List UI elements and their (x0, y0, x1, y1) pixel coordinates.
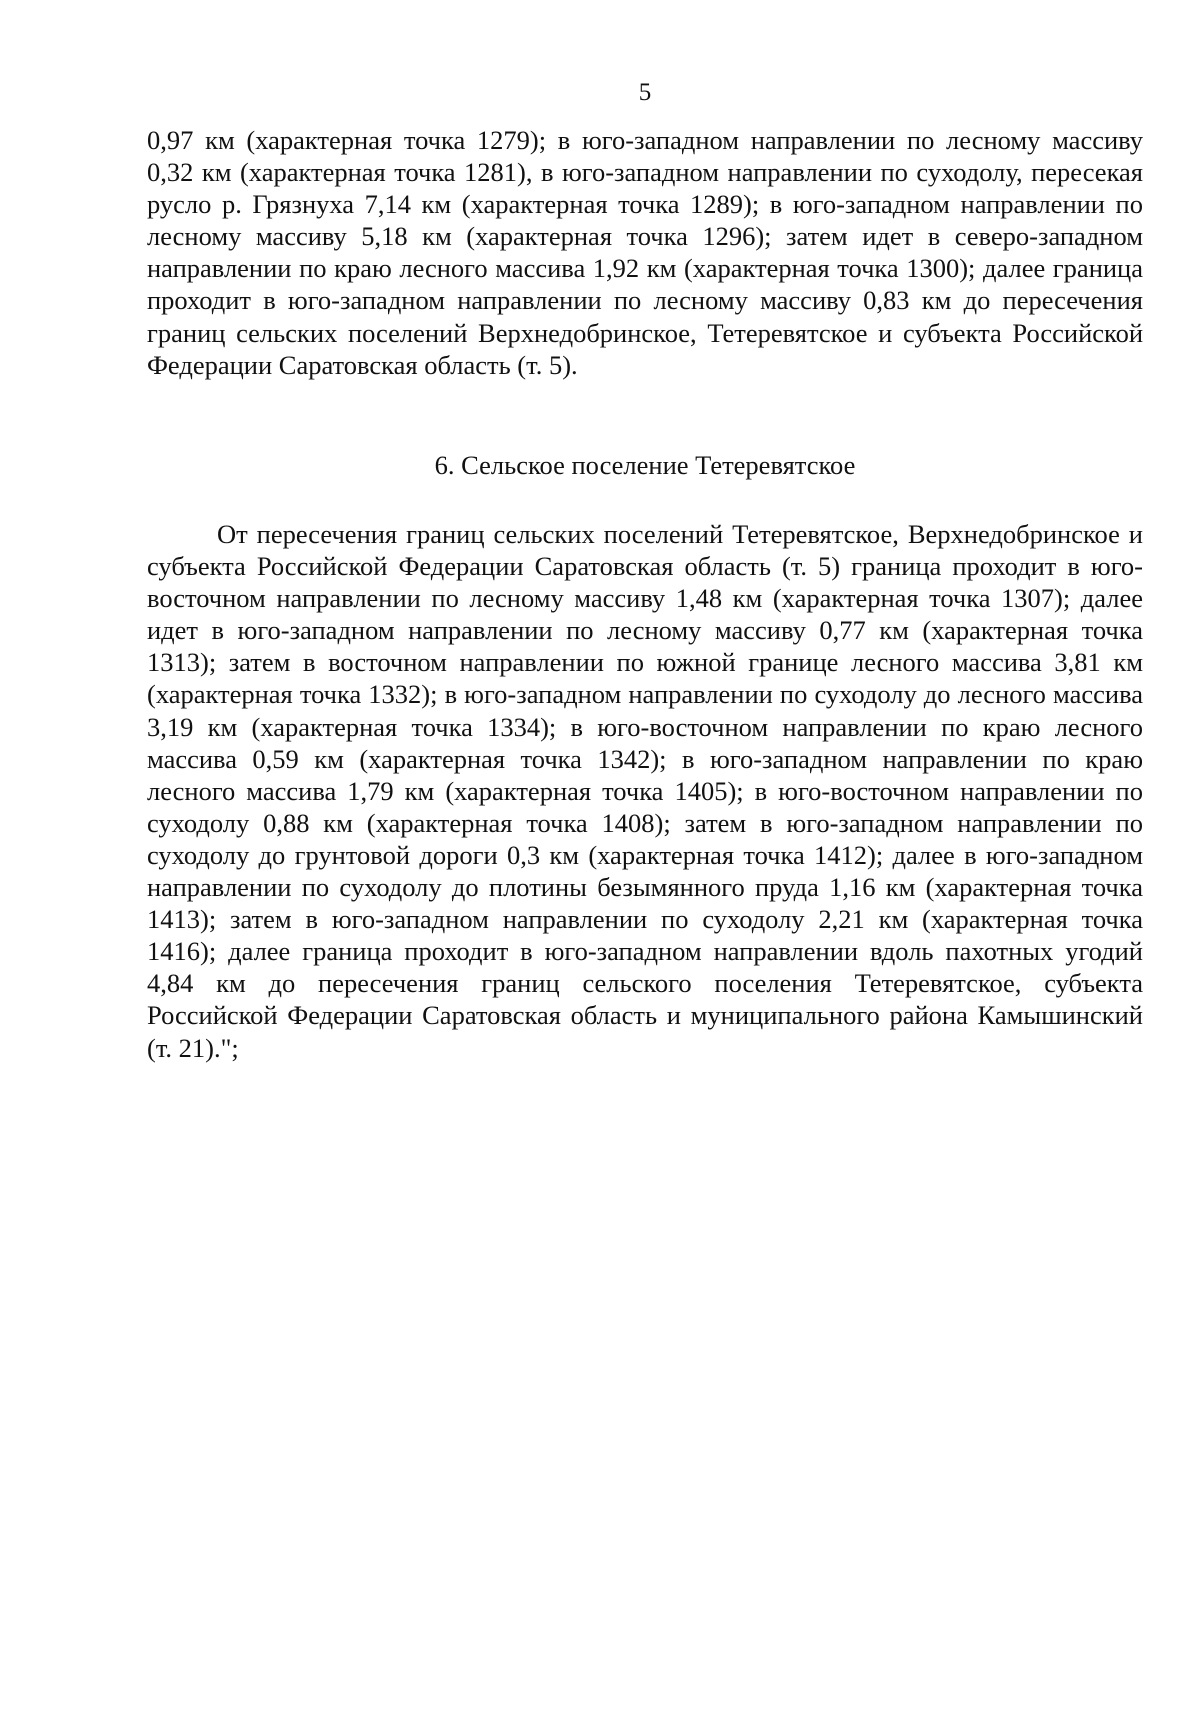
section-heading: 6. Сельское поселение Тетеревятское (434, 450, 856, 480)
boundary-paragraph-teterevyatskoe: От пересечения границ сельских поселений Тетеревятское, Верхнедобринское и субъекта Российской Федерации Саратовская область (т. 5) граница проходит в юго-восточном направлении по лесному массиву 1,48 км (характерная точка 1307); далее идет в юго-западном направлении по лесному массиву 0,77 км (характерная точка 1313); затем в восточном направлении по южной границе лесного массива 3,81 км (характерная точка 1332); в юго-западном направлении по суходолу до лесного массива 3,19 км (характерная точка 1334); в юго-восточном направлении по краю лесного массива 0,59 км (характерная точка 1342); в юго-западном направлении по краю лесного массива 1,79 км (характерная точка 1405); в юго-восточном направлении по суходолу 0,88 км (характерная точка 1408); затем в юго-западном направлении по суходолу до грунтовой дороги 0,3 км (характерная точка 1412); далее в юго-западном направлении по суходолу до плотины безымянного пруда 1,16 км (характерная точка 1413); затем в юго-западном направлении по суходолу 2,21 км (характерная точка 1416); далее граница проходит в юго-западном направлении вдоль пахотных угодий 4,84 км до пересечения границ сельского поселения Тетеревятское, субъекта Российской Федерации Саратовская область и муниципального района Камышинский (т. 21)."; (147, 519, 1143, 1063)
boundary-paragraph-continued: 0,97 км (характерная точка 1279); в юго-западном направлении по лесному массиву 0,32 км (характерная точка 1281), в юго-западном направлении по суходолу, пересекая русло р. Грязнуха 7,14 км (характерная точка 1289); в юго-западном направлении по лесному массиву 5,18 км (характерная точка 1296); затем идет в северо-западном направлении по краю лесного массива 1,92 км (характерная точка 1300); далее граница проходит в юго-западном направлении по лесному массиву 0,83 км до пересечения границ сельских поселений Верхнедобринское, Тетеревятское и субъекта Российской Федерации Саратовская область (т. 5). (147, 125, 1143, 380)
page-number: 5 (638, 79, 652, 106)
